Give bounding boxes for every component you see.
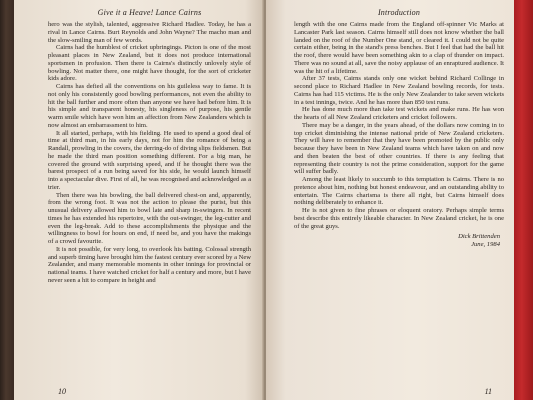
left-page bbox=[14, 0, 265, 400]
signoff-name: Dick Brittenden bbox=[458, 233, 500, 241]
paragraph: It all started, perhaps, with his fielding. He used to spend a good deal of time at third man, in his early days, not for him the romance of being a Randall, prowling in the covers, the derring-do of diving slips fieldsmen. But he made the third man position something different. For a big man, he covered the ground with surprising speed, and if he thought there was the barest prospect of a run being saved for his side, he would launch himself into a spectacular dive. First of all, he was recognised and acknowledged as a trier. bbox=[48, 129, 251, 191]
left-page-number: 10 bbox=[58, 387, 66, 396]
paragraph: Then there was his bowling, the ball delivered chest-on and, apparently, from the wrong foot. It was not the action to please the purist, but this unusual delivery allowed him to bowl late and sharp in-swingers. In recent times he has extended his repertoire, with the out-swinger, the leg-cutter and even the leg-break. Add to these accomplishments the physique and the willingness to bowl for hours on end, if need be, and you have the makings of a crowd favourite. bbox=[48, 191, 251, 245]
paragraph: There may be a danger, in the years ahead, of the dollars now coming in to top cricket diminishing the intense national pride of New Zealand cricketers. They will have to remember that they have been promoted by the public only because they have been in New Zealand teams which have taken on and now and then beaten the best of other countries. If there is any feeling that representing their country is not the prime consideration, support for the game will suffer badly. bbox=[294, 121, 504, 176]
author-signoff bbox=[294, 233, 504, 248]
left-page-text bbox=[48, 21, 251, 285]
paragraph: He has done much more than take test wickets and make runs. He has won the hearts of all New Zealand cricketers and cricket followers. bbox=[294, 106, 504, 121]
paragraph: Among the least likely to succumb to this temptation is Cairns. There is no pretence about him, nothing but honest endeavour, and an outstanding ability to entertain. The Cairns charisma is there all right, but Cairns himself does nothing deliberately to enhance it. bbox=[294, 176, 504, 207]
paragraph: Cairns had the humblest of cricket upbringings. Picton is one of the most pleasant places in New Zealand, but it does not produce international sportsmen in profusion. Then there is Cairns's distinctly unlovely style of bowling. Not matter there, one might have thought, for the sort of cricketer kids adore. bbox=[48, 44, 251, 83]
right-page bbox=[266, 0, 514, 400]
paragraph: He is not given to fine phrases or eloquent oratory. Perhaps simple terms best describe this entirely likeable character. In New Zealand cricket, he is one of the great guys. bbox=[294, 207, 504, 230]
paragraph: Cairns has defied all the conventions on his guileless way to fame. It is not only his consistently good bowling performances, not even the ability to hit the ball further and more often than anyone we have had before him. It is his simple and transparent honesty, his singleness of purpose, his gentle warm smile which have won him an affection from New Zealanders which is now almost an embarrassment to him. bbox=[48, 83, 251, 129]
paragraph: After 37 tests, Cairns stands only one wicket behind Richard Collinge in second place to Richard Hadlee in New Zealand bowling records, for tests. Cairns has had 115 victims. He is the only New Zealander to take seven wickets in a test innings, twice. And he has more than 850 test runs. bbox=[294, 75, 504, 106]
signoff-date: June, 1984 bbox=[471, 240, 500, 248]
paragraph: hero was the stylish, talented, aggressive Richard Hadlee. Today, he has a rival in Lance Cairns. Burt Reynolds and John Wayne? The macho man and the slow-smiling man of few words. bbox=[48, 21, 251, 44]
paragraph: length with the one Cairns made from the England off-spinner Vic Marks at Lancaster Park last season. Cairns himself still does not know whether the ball landed on the roof of the Number One stand, or cleared it. I could not be quite certain either, being in the stand's press benches. But I feel that had the ball hit the roof, there would have been something akin to a clap of thunder on impact. There was no sound at all, save the noisy applause of an enraptured audience. It was the hit of a lifetime. bbox=[294, 21, 504, 75]
right-page-number: 11 bbox=[484, 387, 492, 396]
paragraph: It is not possible, for very long, to overlook his batting. Colossal strength and superb timing have brought him the fastest century ever scored by a New Zealander, and many memorable moments in other innings for provincial or national teams. I have watched cricket for half a century and more, but I have never seen a hit to compare in height and bbox=[48, 245, 251, 284]
left-running-head: Give it a Heave! Lance Cairns bbox=[97, 8, 202, 17]
red-cover-edge bbox=[514, 0, 533, 400]
right-page-text bbox=[294, 21, 504, 248]
right-running-head: Introduction bbox=[377, 8, 421, 17]
